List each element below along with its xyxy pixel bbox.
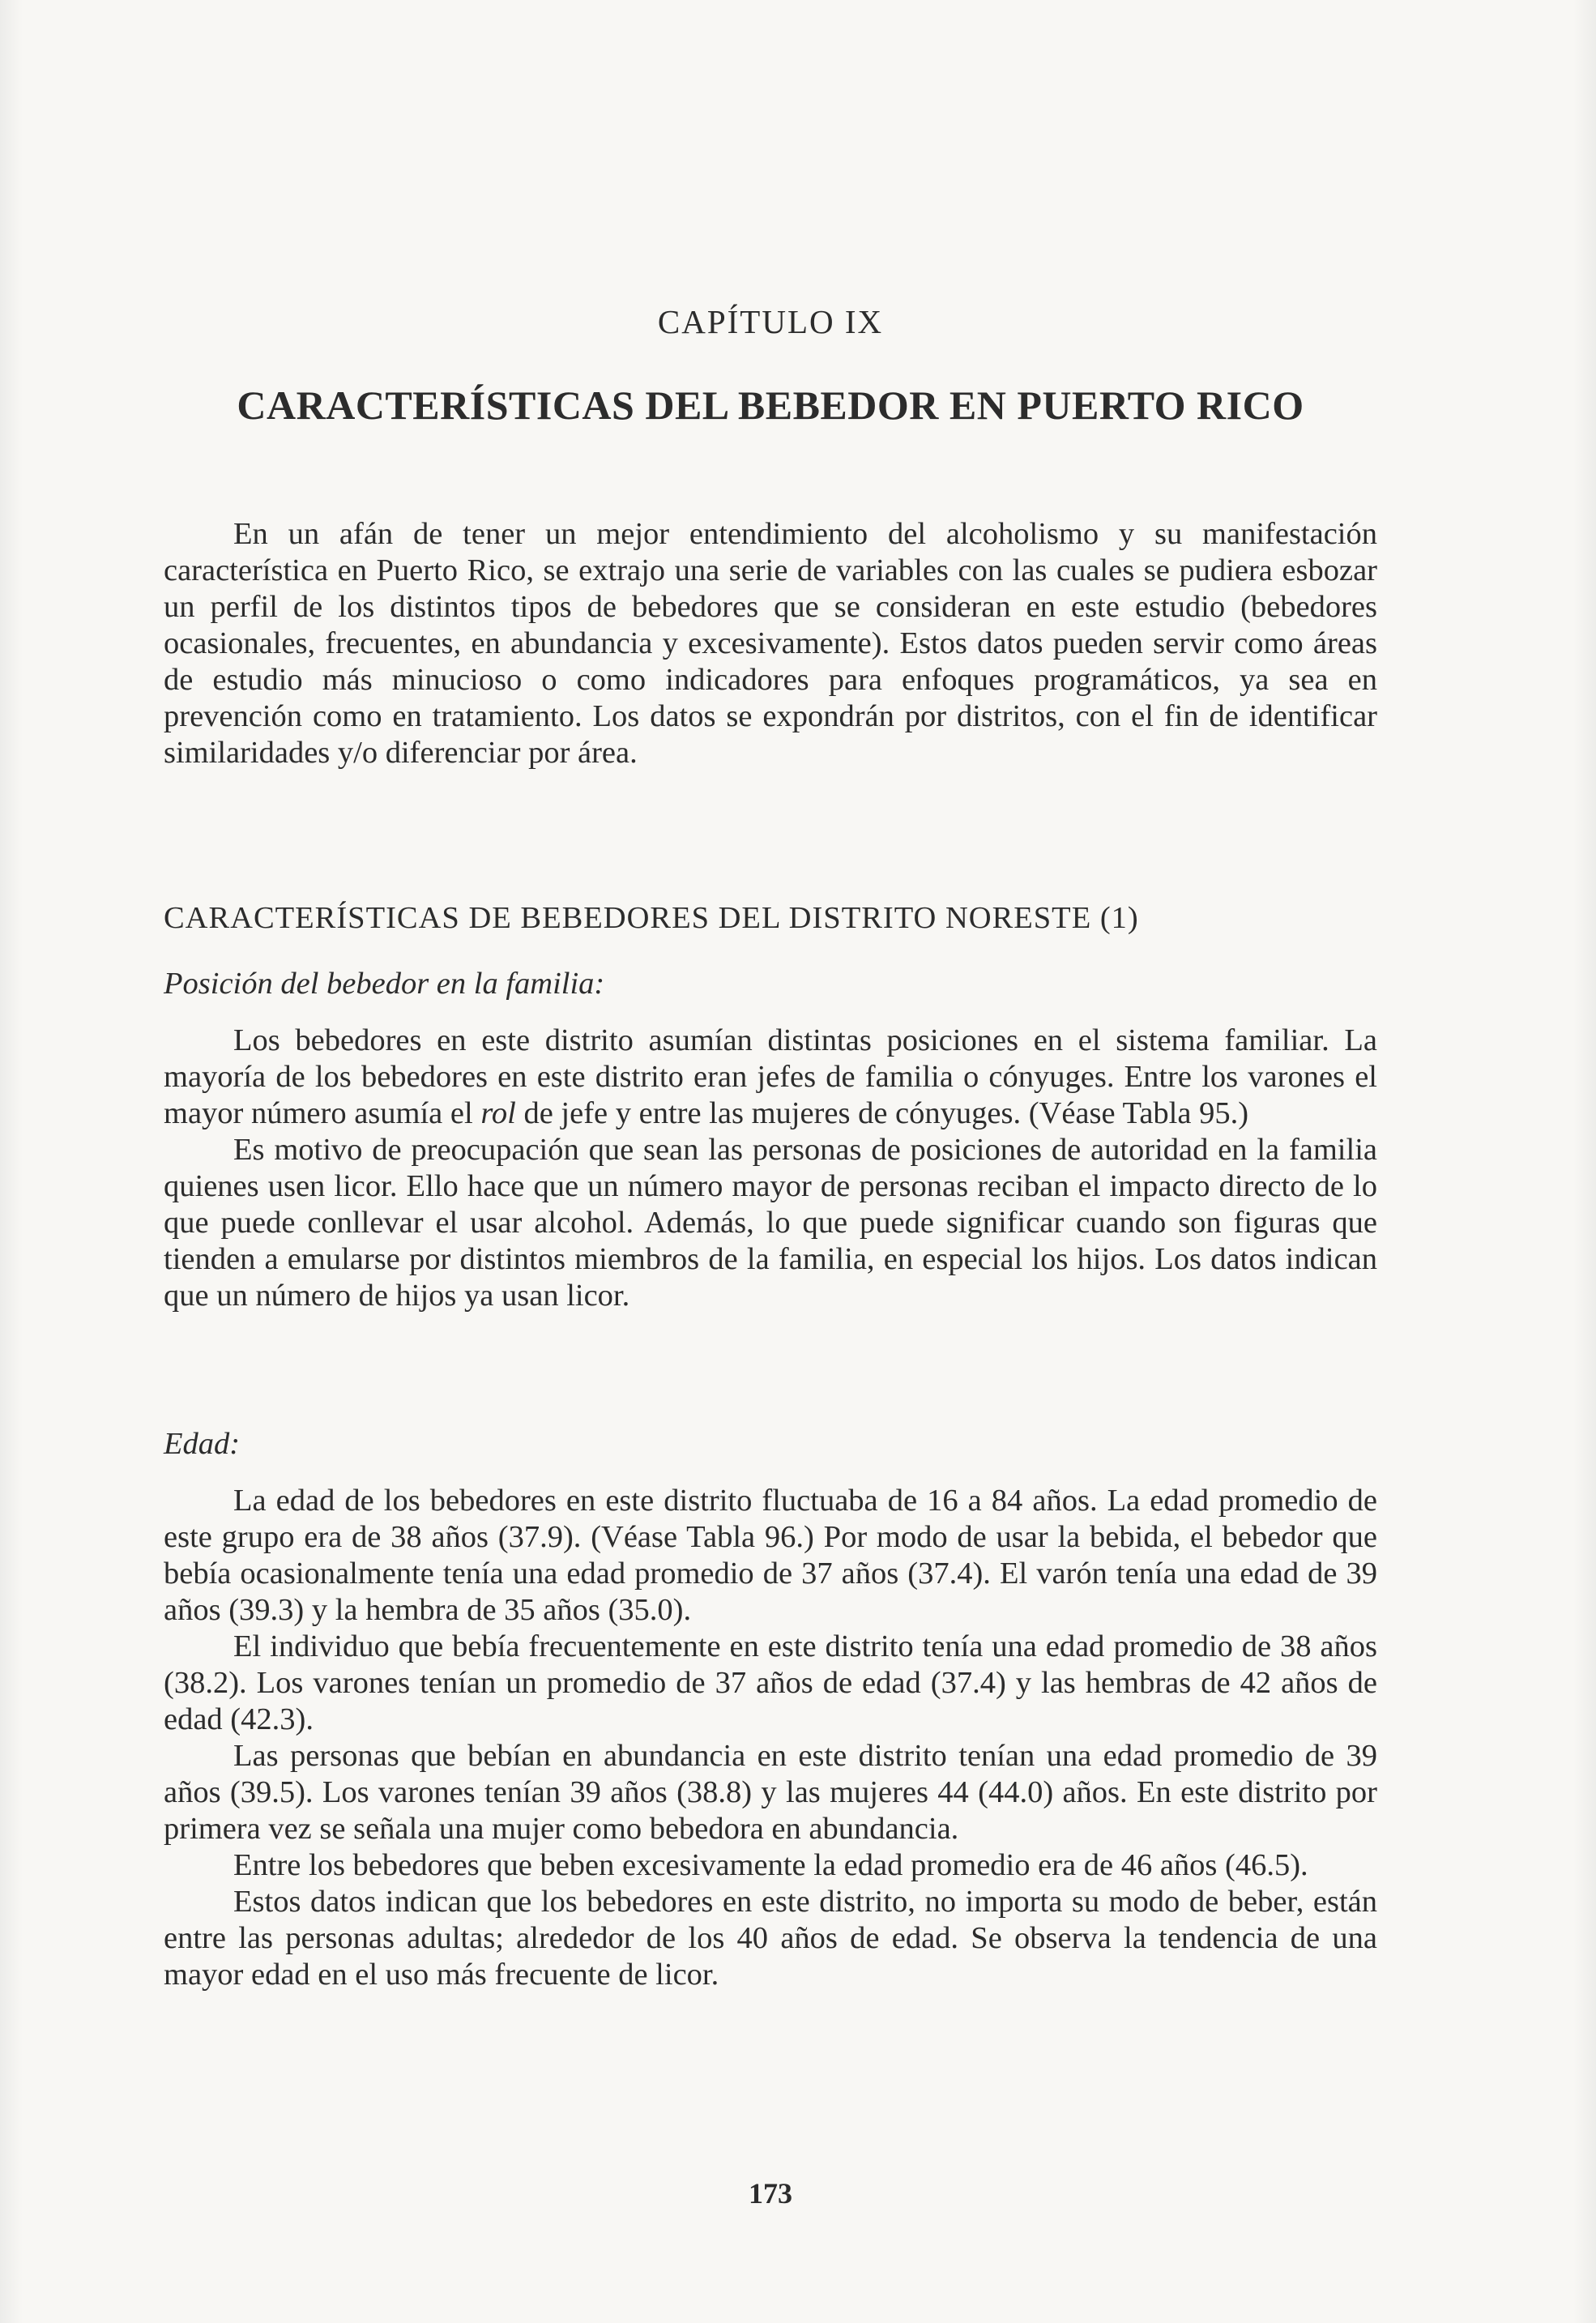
age-paragraph-1: La edad de los bebedores en este distrito fluctuaba de 16 a 84 años. La edad promedio de este grupo era de 38 años (37.9). (Véase Tabla 96.) Por modo de usar la bebida, el bebedor que bebía ocasionalmente tenía una edad promedio de 37 años (37.4). El varón tenía una edad de 39 años (39.3) y la hembra de 35 años (35.0). [164, 1484, 1377, 1627]
age-paragraph-2: El individuo que bebía frecuentemente en este distrito tenía una edad promedio de 38 años (38.2). Los varones tenían un promedio de 37 años de edad (37.4) y las hembras de 42 años de edad (42.3). [164, 1629, 1377, 1736]
age-block [164, 1483, 1377, 1993]
position-p1-text-b: de jefe y entre las mujeres de cónyuges. (Véase Tabla 95.) [515, 1096, 1249, 1130]
intro-block [164, 516, 1377, 771]
rol-emphasis: rol [480, 1096, 516, 1130]
section-heading: CARACTERÍSTICAS DE BEBEDORES DEL DISTRITO NORESTE (1) [164, 901, 1139, 935]
subheading-position: Posición del bebedor en la familia: [164, 967, 605, 1001]
position-paragraph-1 [164, 1023, 1377, 1132]
position-paragraph-2: Es motivo de preocupación que sean las personas de posiciones de autoridad en la familia quienes usen licor. Ello hace que un número mayor de personas reciban el impacto directo de lo que puede conllevar el usar alcohol. Además, lo que puede significar cuando son figuras que tienden a emularse por distintos miembros de la familia, en especial los hijos. Los datos indican que un número de hijos ya usan licor. [164, 1133, 1377, 1313]
chapter-label: CAPÍTULO IX [657, 303, 884, 340]
position-block [164, 1023, 1377, 1314]
age-paragraph-4: Entre los bebedores que beben excesivamente la edad promedio era de 46 años (46.5). [233, 1848, 1308, 1882]
age-paragraph-3: Las personas que bebían en abundancia en este distrito tenían una edad promedio de 39 años (39.5). Los varones tenían 39 años (38.8) y las mujeres 44 (44.0) años. En este distrito por primera vez se señala una mujer como bebedora en abundancia. [164, 1739, 1377, 1846]
page-number: 173 [749, 2177, 792, 2210]
chapter-title: CARACTERÍSTICAS DEL BEBEDOR EN PUERTO RICO [237, 382, 1304, 428]
intro-paragraph: En un afán de tener un mejor entendimiento del alcoholismo y su manifestación característica en Puerto Rico, se extrajo una serie de variables con las cuales se pudiera esbozar un perfil de los distintos tipos de bebedores que se consideran en este estudio (bebedores ocasionales, frecuentes, en abundancia y excesivamente). Estos datos pueden servir como áreas de estudio más minucioso o como indicadores para enfoques programáticos, ya sea en prevención como en tratamiento. Los datos se expondrán por distritos, con el fin de identificar similaridades y/o diferenciar por área. [164, 517, 1377, 770]
age-paragraph-5: Estos datos indican que los bebedores en este distrito, no importa su modo de beber, están entre las personas adultas; alrededor de los 40 años de edad. Se observa la tendencia de una mayor edad en el uso más frecuente de licor. [164, 1885, 1377, 1992]
position-p1-text-a: Los bebedores en este distrito asumían distintas posiciones en el sistema familiar. La mayoría de los bebedores en este distrito eran jefes de familia o cónyuges. Entre los varones el mayor número asumía el [164, 1023, 1377, 1130]
subheading-age: Edad: [164, 1427, 241, 1461]
